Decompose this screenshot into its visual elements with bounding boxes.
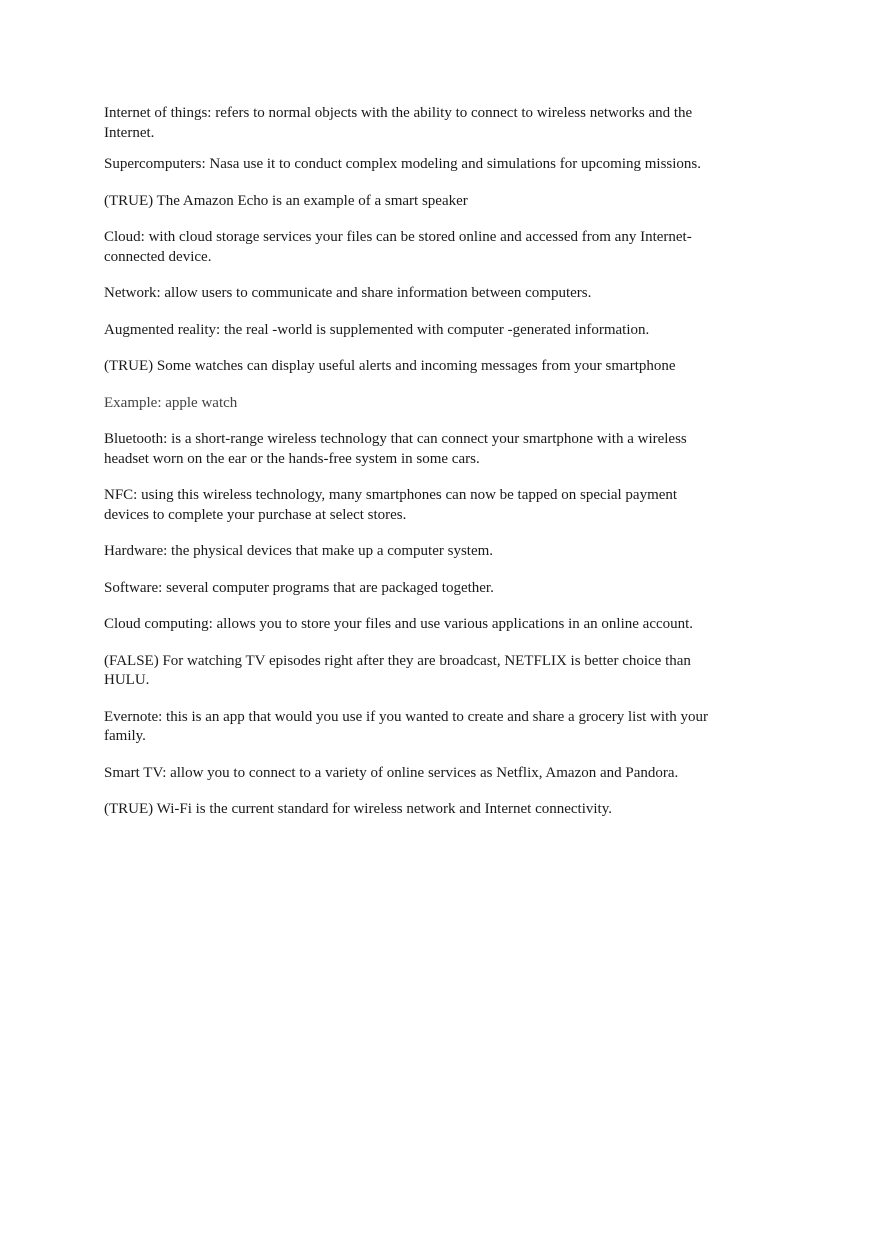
paragraph-example-apple-watch: Example: apple watch <box>104 394 238 411</box>
paragraph-internet-of-things: Internet of things: refers to normal objects with the ability to connect to wireless networks and the Internet. <box>104 105 693 141</box>
paragraph-supercomputers: Supercomputers: Nasa use it to conduct complex modeling and simulations for upcoming missions. <box>104 156 701 172</box>
paragraph-evernote: Evernote: this is an app that would you use if you wanted to create and share a grocery list with your family. <box>104 708 708 744</box>
paragraph-network: Network: allow users to communicate and share information between computers. <box>104 285 592 301</box>
document-body <box>104 104 720 820</box>
paragraph-smart-tv: Smart TV: allow you to connect to a variety of online services as Netflix, Amazon and Pandora. <box>104 764 679 781</box>
paragraph-hardware: Hardware: the physical devices that make up a computer system. <box>104 543 494 559</box>
paragraph-amazon-echo: (TRUE) The Amazon Echo is an example of a smart speaker <box>104 192 468 209</box>
paragraph-wi-fi: (TRUE) Wi-Fi is the current standard for wireless network and Internet connectivity. <box>104 801 612 817</box>
paragraph-cloud: Cloud: with cloud storage services your files can be stored online and accessed from any Internet-connected device. <box>104 229 692 265</box>
paragraph-software: Software: several computer programs that are packaged together. <box>104 579 494 596</box>
paragraph-smart-watches: (TRUE) Some watches can display useful alerts and incoming messages from your smartphone <box>104 358 676 374</box>
paragraph-nfc: NFC: using this wireless technology, many smartphones can now be tapped on special payment devices to complete your purchase at select stores. <box>104 487 678 523</box>
paragraph-bluetooth: Bluetooth: is a short-range wireless technology that can connect your smartphone with a wireless headset worn on the ear or the hands-free system in some cars. <box>104 431 687 467</box>
paragraph-netflix-hulu: (FALSE) For watching TV episodes right after they are broadcast, NETFLIX is better choice than HULU. <box>104 652 691 688</box>
paragraph-cloud-computing: Cloud computing: allows you to store your files and use various applications in an online account. <box>104 616 694 632</box>
paragraph-augmented-reality: Augmented reality: the real -world is supplemented with computer -generated information. <box>104 321 650 338</box>
